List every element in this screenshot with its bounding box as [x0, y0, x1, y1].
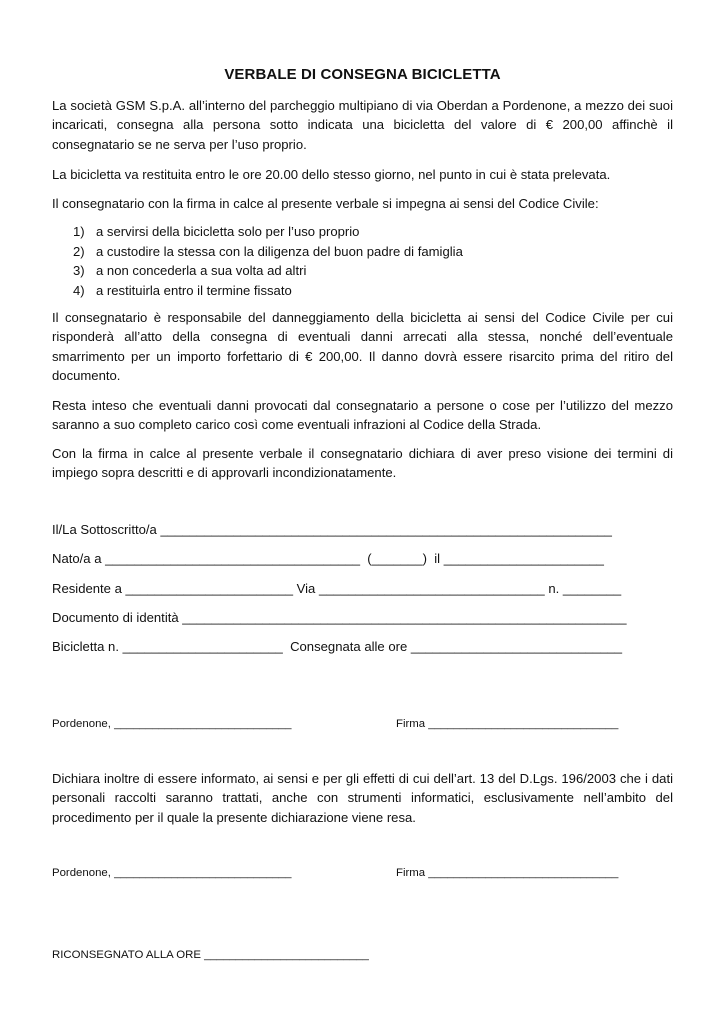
list-item-number: 4): [73, 282, 85, 298]
list-item: [52, 222, 673, 242]
document-page: [52, 0, 673, 1024]
id-document-field[interactable]: Documento di identità _____________________________________________________________: [52, 610, 627, 625]
list-item: [52, 242, 673, 262]
signature-field[interactable]: Firma ______________________________: [396, 718, 619, 730]
list-item-text: a servirsi della bicicletta solo per l’uso proprio: [96, 224, 360, 239]
birth-field[interactable]: Nato/a a ___________________________________ (_______) il ______________________: [52, 551, 604, 566]
return-rule-paragraph: La bicicletta va restituita entro le ore 20.00 dello stesso giorno, nel punto in cui è stata prelevata.: [52, 167, 611, 182]
bicycle-field[interactable]: Bicicletta n. ______________________ Consegnata alle ore _____________________________: [52, 639, 623, 654]
list-item: [52, 261, 673, 281]
signature-field-2[interactable]: Firma ______________________________: [396, 867, 619, 879]
list-item-text: a restituirla entro il termine fissato: [96, 282, 292, 298]
document-title: VERBALE DI CONSEGNA BICICLETTA: [224, 66, 501, 83]
place-date-field[interactable]: Pordenone, ____________________________: [52, 718, 292, 730]
intro-paragraph: La società GSM S.p.A. all’interno del parcheggio multipiano di via Oberdan a Pordenone, a mezzo dei suoi incaricati, consegna alla persona sotto indicata una bicicletta del valore di € 200,00 affinchè il consegnatario se ne serva per l’uso proprio.: [52, 98, 673, 152]
residence-field[interactable]: Residente a _______________________ Via _______________________________ n. ________: [52, 581, 622, 596]
list-item-text: a non concederla a sua volta ad altri: [96, 263, 307, 279]
returned-time-field[interactable]: RICONSEGNATO ALLA ORE __________________________: [52, 949, 369, 961]
commitments-list: [52, 222, 673, 300]
list-item-text: a custodire la stessa con la diligenza del buon padre di famiglia: [96, 243, 463, 259]
liability-paragraph: Il consegnatario è responsabile del danneggiamento della bicicletta ai sensi del Codice Civile per cui risponderà all’atto della consegna di eventuali danni arrecati alla stessa, nonché dell’eventuale smarrimento per un importo forfettario di € 200,00. Il danno dovrà essere risarcito prima del ritiro del documento.: [52, 310, 673, 384]
list-item-number: 3): [73, 263, 85, 279]
list-item-number: 2): [73, 243, 85, 259]
list-item: [52, 281, 673, 301]
damages-paragraph: Resta inteso che eventuali danni provocati dal consegnatario a persone o cose per l’utilizzo del mezzo saranno a suo completo carico così come eventuali infrazioni al Codice della Strada.: [52, 398, 673, 433]
acceptance-paragraph: Con la firma in calce al presente verbale il consegnatario dichiara di aver preso visione dei termini di impiego sopra descritti e di approvarli incondizionatamente.: [52, 446, 673, 481]
commitment-intro-paragraph: Il consegnatario con la firma in calce al presente verbale si impegna ai sensi del Codice Civile:: [52, 196, 599, 211]
privacy-paragraph: Dichiara inoltre di essere informato, ai sensi e per gli effetti di cui dell’art. 13 del D.Lgs. 196/2003 che i dati personali raccolti saranno trattati, anche con strumenti informatici, esclusivamente nell’ambito del procedimento per il quale la presente dichiarazione viene resa.: [52, 771, 673, 825]
list-item-number: 1): [73, 224, 85, 239]
place-date-field-2[interactable]: Pordenone, ____________________________: [52, 867, 292, 879]
undersigned-field[interactable]: Il/La Sottoscritto/a ______________________________________________________________: [52, 522, 612, 537]
